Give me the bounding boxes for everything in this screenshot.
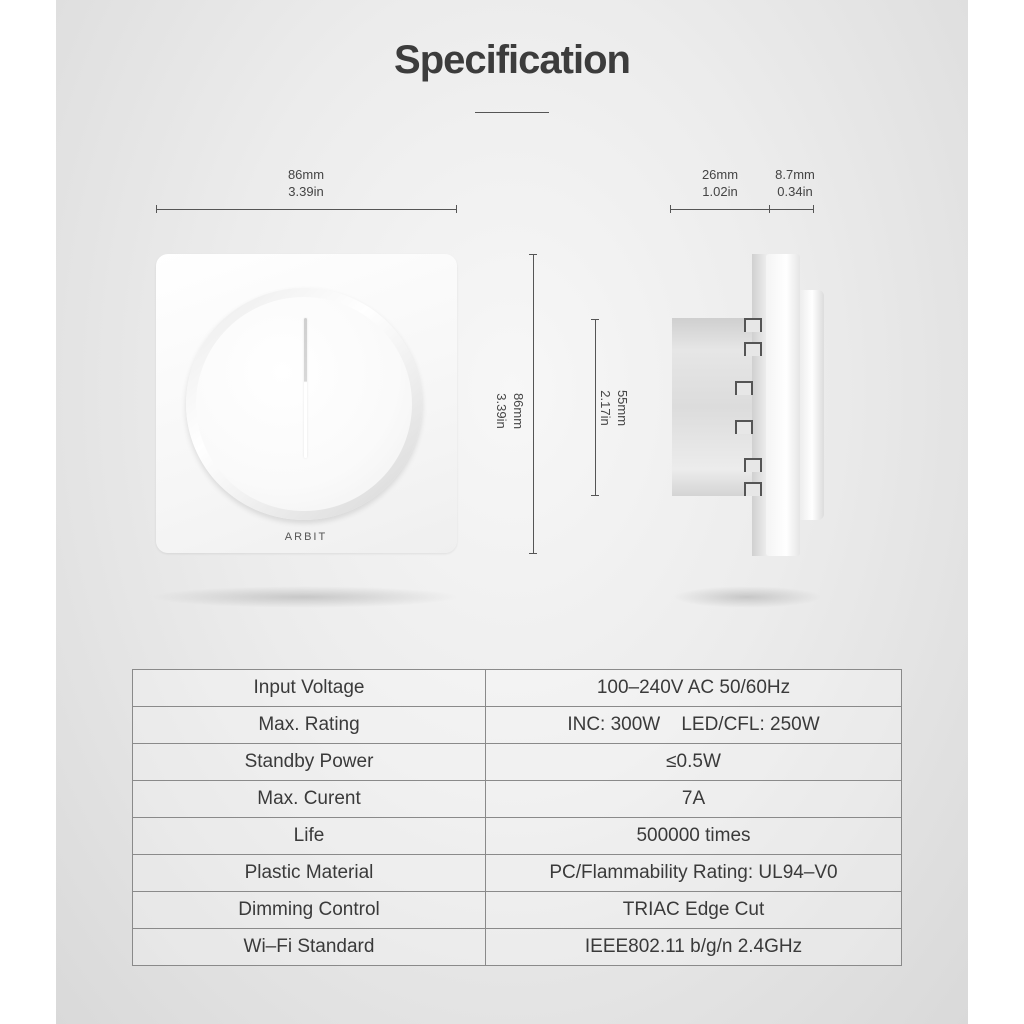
- table-row: [133, 781, 902, 818]
- front-width-label: [246, 166, 366, 200]
- front-height-mm: 86mm: [511, 392, 526, 430]
- terminal-icon: [735, 420, 753, 434]
- terminal-icon: [744, 318, 762, 332]
- spec-value: 100–240V AC 50/60Hz: [486, 670, 902, 707]
- front-width-tick-left: [156, 205, 157, 213]
- front-width-line: [156, 209, 457, 210]
- terminal-icon: [744, 458, 762, 472]
- table-row: [133, 818, 902, 855]
- table-row: [133, 855, 902, 892]
- table-row: [133, 892, 902, 929]
- front-width-in: 3.39in: [288, 184, 324, 199]
- depth-tick-right: [813, 205, 814, 213]
- depth-plate-mm: 8.7mm: [775, 167, 815, 182]
- title-underline: [475, 112, 549, 113]
- body-height-label: [597, 368, 631, 448]
- switch-side-bracket: [752, 254, 766, 556]
- table-row: [133, 744, 902, 781]
- front-height-tick-bottom: [529, 553, 537, 554]
- depth-body-in: 1.02in: [702, 184, 738, 199]
- body-height-mm: 55mm: [615, 389, 630, 427]
- spec-value: 500000 times: [486, 818, 902, 855]
- spec-value: PC/Flammability Rating: UL94–V0: [486, 855, 902, 892]
- body-height-in: 2.17in: [598, 390, 613, 426]
- front-width-tick-right: [456, 205, 457, 213]
- body-height-line: [595, 319, 596, 496]
- depth-body-label: [672, 166, 768, 200]
- terminal-icon: [744, 342, 762, 356]
- switch-side-plate: [766, 254, 800, 556]
- front-height-tick-top: [529, 254, 537, 255]
- depth-line: [670, 209, 814, 210]
- spec-label: Max. Rating: [133, 707, 486, 744]
- spec-value: IEEE802.11 b/g/n 2.4GHz: [486, 929, 902, 966]
- spec-value: 7A: [486, 781, 902, 818]
- front-shadow: [150, 586, 460, 608]
- table-row: [133, 707, 902, 744]
- depth-tick-left: [670, 205, 671, 213]
- dial-indicator-line: [304, 318, 307, 458]
- table-row: [133, 670, 902, 707]
- terminal-icon: [744, 482, 762, 496]
- page-title: Specification: [394, 38, 630, 82]
- spec-value: TRIAC Edge Cut: [486, 892, 902, 929]
- depth-tick-mid: [769, 205, 770, 213]
- spec-table: [132, 669, 902, 966]
- front-height-line: [533, 254, 534, 554]
- body-height-tick-bottom: [591, 495, 599, 496]
- spec-label: Max. Curent: [133, 781, 486, 818]
- spec-label: Dimming Control: [133, 892, 486, 929]
- terminal-icon: [735, 381, 753, 395]
- brand-logo: ARBIT: [284, 531, 328, 543]
- depth-plate-label: [762, 166, 828, 200]
- table-row: [133, 929, 902, 966]
- front-width-mm: 86mm: [287, 167, 325, 182]
- body-height-tick-top: [591, 319, 599, 320]
- spec-value: INC: 300W LED/CFL: 250W: [486, 707, 902, 744]
- depth-body-mm: 26mm: [701, 167, 739, 182]
- spec-value: ≤0.5W: [486, 744, 902, 781]
- side-shadow: [672, 586, 822, 608]
- front-height-label: [493, 371, 527, 451]
- switch-side-knob: [800, 290, 824, 520]
- spec-label: Life: [133, 818, 486, 855]
- spec-label: Standby Power: [133, 744, 486, 781]
- spec-label: Wi–Fi Standard: [133, 929, 486, 966]
- front-height-in: 3.39in: [494, 393, 509, 429]
- spec-label: Input Voltage: [133, 670, 486, 707]
- depth-plate-in: 0.34in: [777, 184, 813, 199]
- spec-label: Plastic Material: [133, 855, 486, 892]
